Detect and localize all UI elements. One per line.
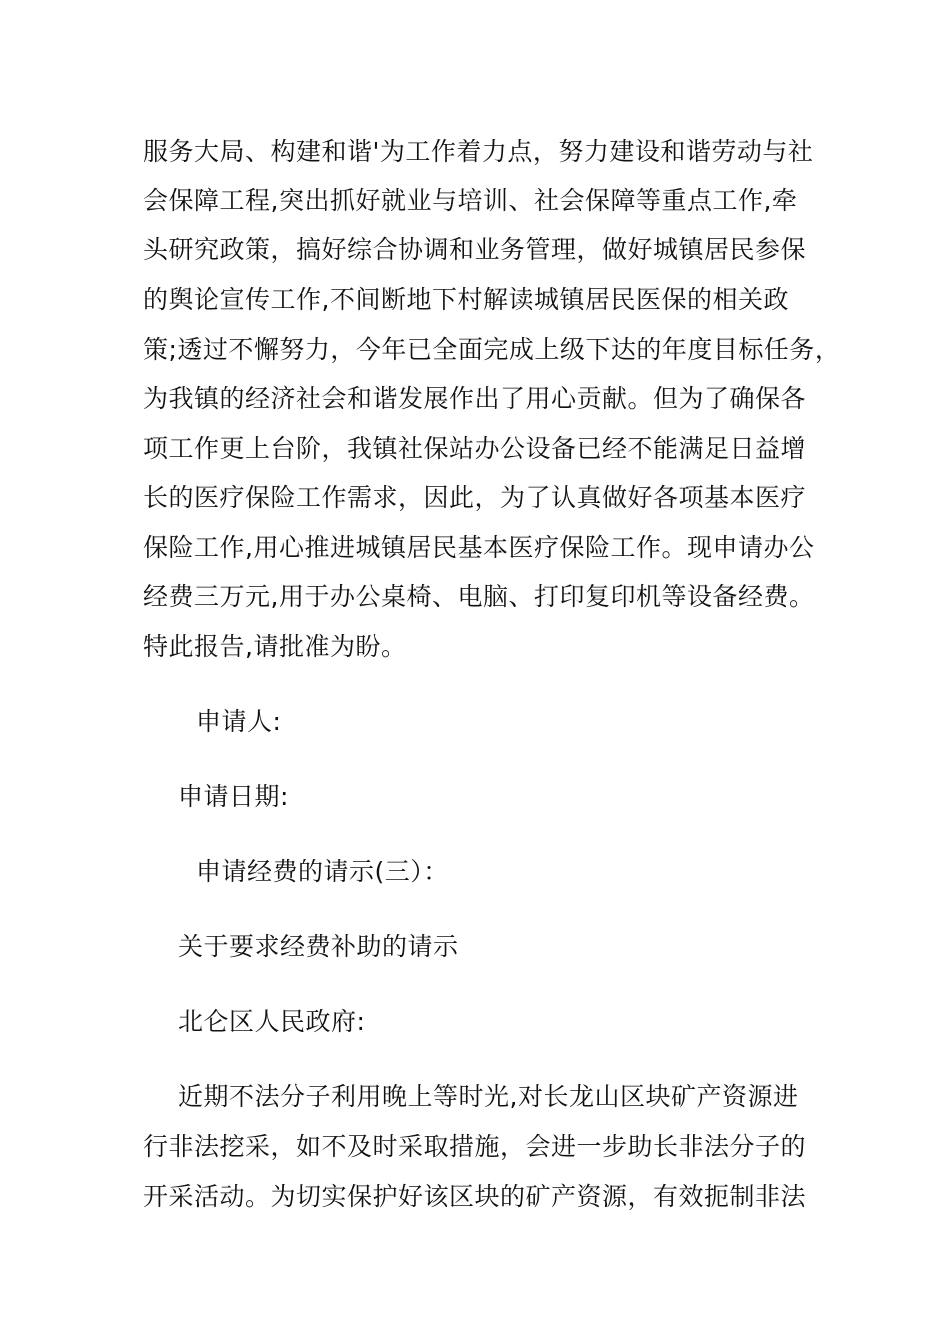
body-text-line: 近期不法分子利用晚上等时光,对长龙山区块矿产资源进 — [178, 1082, 799, 1111]
apply-date-label: 申请日期: — [178, 782, 289, 811]
body-text-line: 为我镇的经济社会和谐发展作出了用心贡献。但为了确保各 — [143, 384, 807, 413]
body-text-line: 行非法挖采，如不及时采取措施，会进一步助长非法分子的 — [143, 1132, 807, 1161]
body-text-line: 服务大局、构建和谐'为工作着力点，努力建设和谐劳动与社 — [143, 137, 814, 166]
request-title: 关于要求经费补助的请示 — [178, 932, 459, 961]
section-title: 申请经费的请示(三）： — [196, 857, 449, 886]
applicant-label: 申请人: — [196, 707, 282, 736]
body-text-line: 项工作更上台阶，我镇社保站办公设备已经不能满足日益增 — [143, 434, 807, 463]
body-text-line: 头研究政策，搞好综合协调和业务管理，做好城镇居民参保 — [143, 235, 807, 264]
recipient: 北仑区人民政府: — [178, 1007, 366, 1036]
body-text-line: 经费三万元,用于办公桌椅、电脑、打印复印机等设备经费。 — [143, 582, 815, 611]
body-text-line: 开采活动。为切实保护好该区块的矿产资源，有效扼制非法 — [143, 1182, 807, 1211]
body-text-line: 策;透过不懈努力，今年已全面完成上级下达的年度目标任务， — [143, 335, 841, 364]
body-text-line: 会保障工程,突出抓好就业与培训、社会保障等重点工作,牵 — [143, 186, 798, 215]
body-text-line: 特此报告,请批准为盼。 — [143, 632, 407, 661]
body-text-line: 长的医疗保险工作需求，因此，为了认真做好各项基本医疗 — [143, 483, 807, 512]
body-text-line: 的舆论宣传工作,不间断地下村解读城镇居民医保的相关政 — [143, 285, 789, 314]
body-text-line: 保险工作,用心推进城镇居民基本医疗保险工作。现申请办公 — [143, 533, 815, 562]
